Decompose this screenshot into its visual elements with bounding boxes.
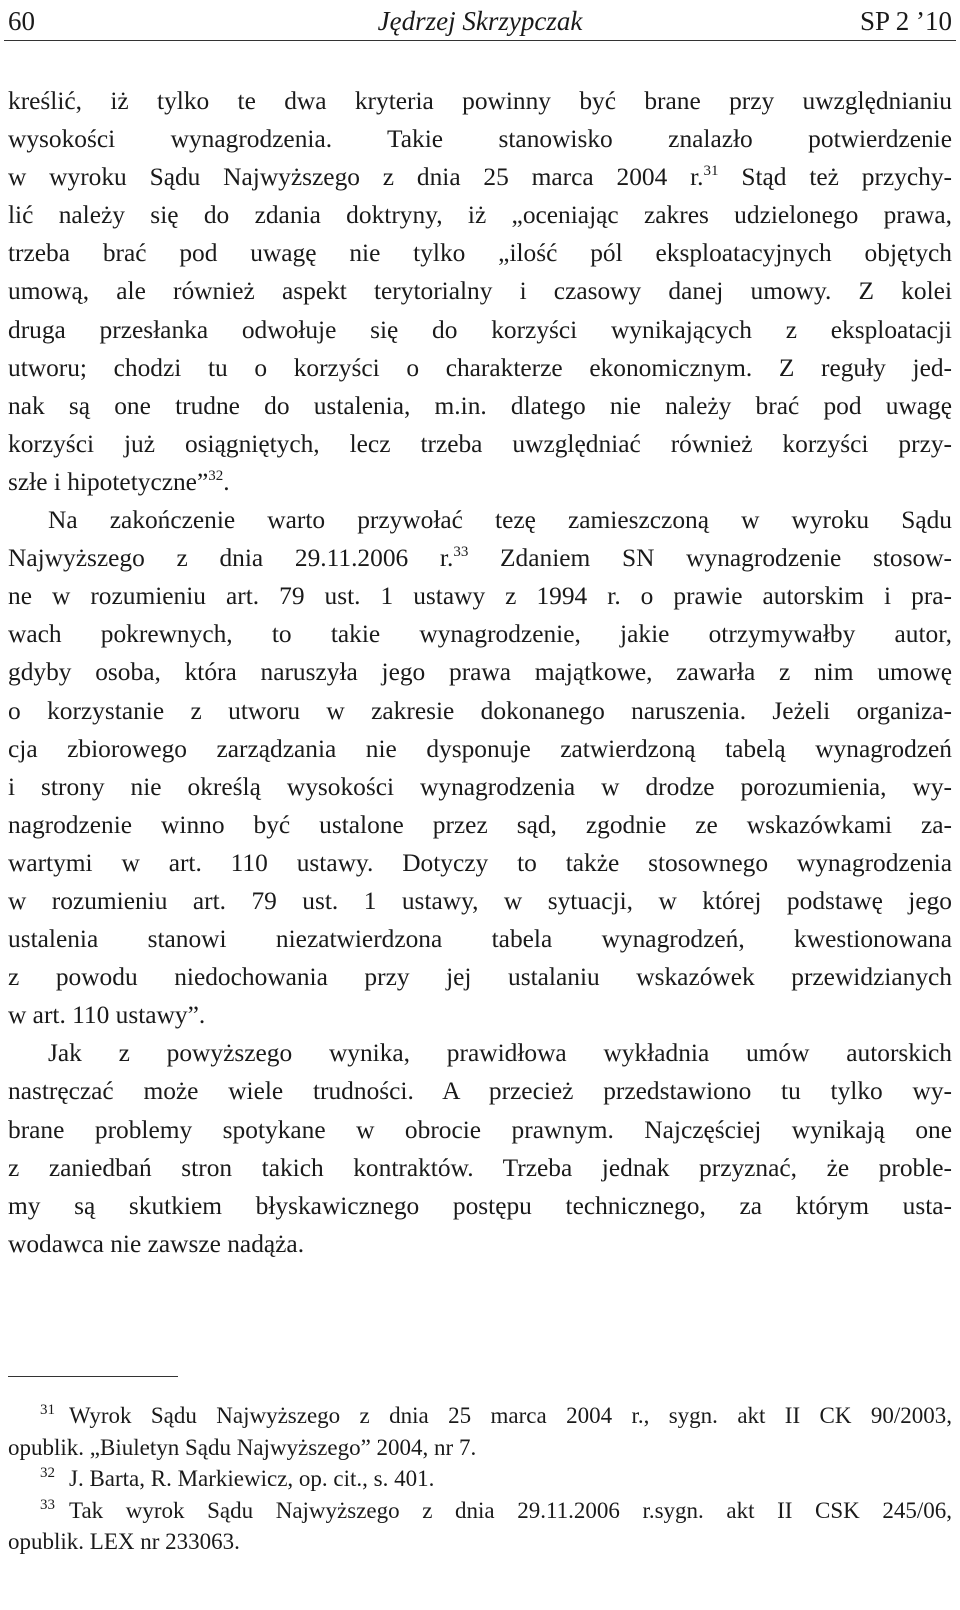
text-line: kreślić, iż tylko te dwa kryteria powinny być brane przy uwzględnianiu <box>8 87 952 115</box>
running-header <box>4 4 956 41</box>
running-author: Jędrzej Skrzypczak <box>377 6 583 36</box>
text-line: wodawca nie zawsze nadąża. <box>8 1229 305 1258</box>
footnote-line: $^{33}$ Tak wyrok Sądu Najwyższego z dnia 29.11.2006 r.sygn. akt II CSK 245/06, <box>40 1496 952 1523</box>
text-line: w rozumieniu art. 79 ust. 1 ustawy, w sytuacji, w której podstawę jego <box>8 886 952 915</box>
text-line: w art. 110 ustawy”. <box>8 1001 206 1030</box>
footnote-ref[interactable]: 33 <box>453 544 469 561</box>
footnote-ref[interactable]: 31 <box>703 163 719 180</box>
text-line: z zaniedbań stron takich kontraktów. Trzeba jednak przyznać, że proble- <box>8 1153 952 1182</box>
text-line: my są skutkiem błyskawicznego postępu technicznego, za którym usta- <box>8 1191 952 1220</box>
text-line: utworu; chodzi tu o korzyści o charakterze ekonomicznym. Z reguły jed- <box>8 353 952 382</box>
text-line: Jak z powyższego wynika, prawidłowa wykładnia umów autorskich <box>48 1039 952 1068</box>
text-line: i strony nie określą wysokości wynagrodzenia w drodze porozumienia, wy- <box>8 772 952 801</box>
text-line: wach pokrewnych, to takie wynagrodzenie, jakie otrzymywałby autor, <box>8 620 952 649</box>
footnote-line: $^{32}$ J. Barta, R. Markiewicz, op. cit., s. 401. <box>40 1465 435 1491</box>
text-line: nastręczać może wiele trudności. A przecież przedstawiono tu tylko wy- <box>8 1077 952 1106</box>
text-line: lić należy się do zdania doktryny, iż „oceniając zakres udzielonego prawa, <box>8 201 952 230</box>
text-line: wartymi w art. 110 ustawy. Dotyczy to także stosownego wynagrodzenia <box>8 848 952 877</box>
body-text <box>8 82 952 1263</box>
page-number: 60 <box>8 6 35 36</box>
text-line: gdyby osoba, która naruszyła jego prawa majątkowe, zawarła z nim umowę <box>8 658 952 687</box>
text-line: Na zakończenie warto przywołać tezę zamieszczoną w wyroku Sądu <box>48 506 952 535</box>
footnote-line: opublik. LEX nr 233063. <box>8 1529 240 1554</box>
journal-issue: SP 2 ’10 <box>859 6 952 36</box>
text-line: ne w rozumieniu art. 79 ust. 1 ustawy z 1994 r. o prawie autorskim i pra- <box>8 582 952 611</box>
text-line: druga przesłanka odwołuje się do korzyści wynikających z eksploatacji <box>8 315 952 344</box>
footnote-number: 33 <box>40 1496 55 1513</box>
footnote-line: $^{31}$ Wyrok Sądu Najwyższego z dnia 25 marca 2004 r., sygn. akt II CK 90/2003, <box>40 1402 952 1428</box>
footnote-ref[interactable]: 32 <box>208 467 224 484</box>
footnote-number: 32 <box>40 1465 55 1481</box>
text-line: ustalenia stanowi niezatwierdzona tabela wynagrodzeń, kwestionowana <box>8 925 952 954</box>
text-line: Najwyższego z dnia 29.11.2006 r.$^{33}$ Zdaniem SN wynagrodzenie stosow- <box>8 544 952 573</box>
text-line: w wyroku Sądu Najwyższego z dnia 25 marca 2004 r.$^{31}$ Stąd też przychy- <box>8 163 952 192</box>
text-line: trzeba brać pod uwagę nie tylko „ilość pól eksploatacyjnych objętych <box>8 239 952 268</box>
footnote-separator <box>8 1376 178 1377</box>
text-line: korzyści już osiągniętych, lecz trzeba uwzględniać również korzyści przy- <box>8 429 952 458</box>
footnote-number: 31 <box>40 1402 55 1418</box>
text-line: brane problemy spotykane w obrocie prawnym. Najczęściej wynikają one <box>8 1115 952 1144</box>
text-line: wysokości wynagrodzenia. Takie stanowisko znalazło potwierdzenie <box>8 125 952 154</box>
text-line: nagrodzenie winno być ustalone przez sąd, zgodnie ze wskazówkami za- <box>8 810 952 839</box>
text-line: nak są one trudne do ustalenia, m.in. dlatego nie należy brać pod uwagę <box>8 391 952 420</box>
text-line: z powodu niedochowania przy jej ustalaniu wskazówek przewidzianych <box>8 963 952 992</box>
footnotes <box>8 1400 952 1558</box>
text-line: o korzystanie z utworu w zakresie dokonanego naruszenia. Jeżeli organiza- <box>8 696 952 725</box>
text-line: umową, ale również aspekt terytorialny i czasowy danej umowy. Z kolei <box>8 277 952 306</box>
text-line: szłe i hipotetyczne”$^{32}$. <box>8 467 230 496</box>
text-line: cja zbiorowego zarządzania nie dysponuje zatwierdzoną tabelą wynagrodzeń <box>8 734 952 763</box>
footnote-line: opublik. „Biuletyn Sądu Najwyższego” 2004, nr 7. <box>8 1434 477 1460</box>
